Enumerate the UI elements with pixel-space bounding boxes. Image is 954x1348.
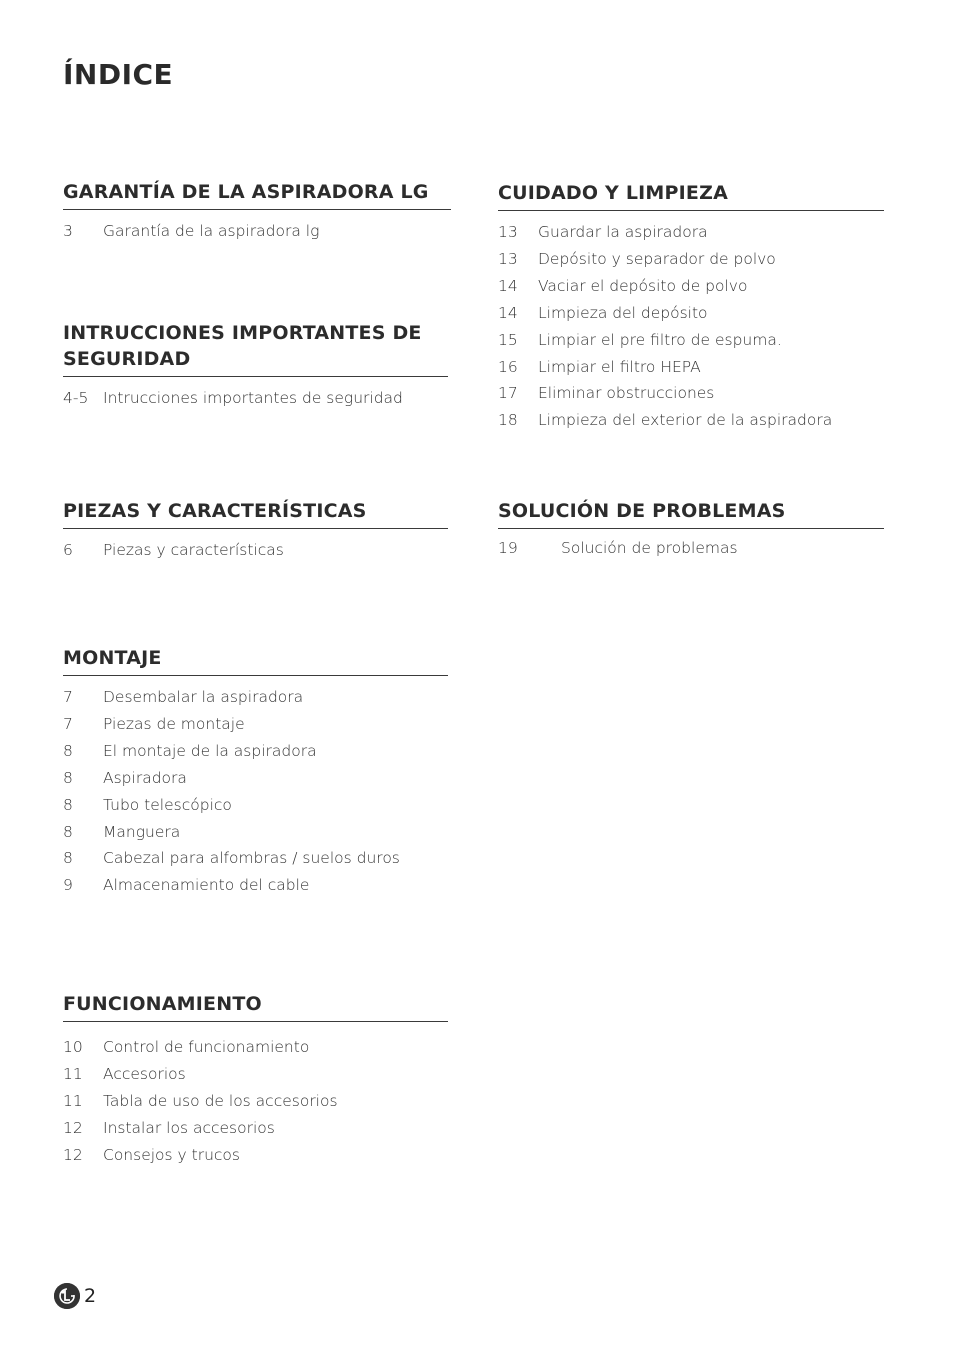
toc-entry[interactable] xyxy=(63,765,448,792)
page-number: 2 xyxy=(84,1285,97,1307)
entry-list xyxy=(63,385,448,412)
toc-entry[interactable] xyxy=(63,872,448,899)
lg-logo-icon xyxy=(54,1283,80,1309)
entry-title: Piezas de montaje xyxy=(103,714,245,733)
toc-entry[interactable] xyxy=(498,246,884,273)
toc-entry[interactable] xyxy=(63,218,451,245)
entry-page: 13 xyxy=(498,223,518,241)
toc-entry[interactable] xyxy=(63,1088,448,1115)
entry-page: 9 xyxy=(63,876,73,895)
entry-page: 14 xyxy=(498,303,518,322)
entry-page: 13 xyxy=(498,249,518,268)
entry-title: Limpieza del exterior de la aspiradora xyxy=(538,411,833,430)
entry-title: Tabla de uso de los accesorios xyxy=(103,1091,338,1110)
toc-entry[interactable] xyxy=(498,327,884,354)
entry-page: 19 xyxy=(498,539,518,557)
entry-title: Garantía de la aspiradora lg xyxy=(103,222,320,240)
section-heading: FUNCIONAMIENTO xyxy=(63,991,448,1022)
entry-list xyxy=(63,684,448,899)
entry-page: 14 xyxy=(498,276,518,295)
entry-title: Guardar la aspiradora xyxy=(538,223,708,241)
section-heading xyxy=(63,320,448,377)
entry-title: Piezas y características xyxy=(103,541,284,559)
toc-entry[interactable] xyxy=(63,1142,448,1169)
entry-page: 4-5 xyxy=(63,389,89,407)
entry-title: Instalar los accesorios xyxy=(103,1118,275,1137)
toc-entry[interactable] xyxy=(498,535,884,562)
entry-title: Vaciar el depósito de polvo xyxy=(538,276,748,295)
toc-entry[interactable] xyxy=(63,1061,448,1088)
section-montaje xyxy=(63,645,448,899)
page-footer xyxy=(54,1283,96,1309)
entry-page: 6 xyxy=(63,541,73,559)
entry-list xyxy=(63,537,448,564)
entry-title: Tubo telescópico xyxy=(103,795,232,814)
entry-title: Consejos y trucos xyxy=(103,1145,240,1164)
entry-page: 17 xyxy=(498,384,518,403)
entry-page: 12 xyxy=(63,1118,83,1137)
entry-title: Accesorios xyxy=(103,1064,186,1083)
toc-entry[interactable] xyxy=(63,1115,448,1142)
entry-page: 3 xyxy=(63,222,73,240)
section-heading: CUIDADO Y LIMPIEZA xyxy=(498,180,884,211)
toc-entry[interactable] xyxy=(498,300,884,327)
entry-title: Solución de problemas xyxy=(561,539,738,557)
entry-page: 7 xyxy=(63,688,73,706)
section-heading: GARANTÍA DE LA ASPIRADORA LG xyxy=(63,179,451,210)
toc-entry[interactable] xyxy=(63,684,448,711)
entry-page: 18 xyxy=(498,411,518,430)
entry-page: 8 xyxy=(63,768,73,787)
toc-entry[interactable] xyxy=(63,537,448,564)
toc-entry[interactable] xyxy=(498,219,884,246)
entry-title: Limpiar el filtro HEPA xyxy=(538,357,701,376)
entry-page: 16 xyxy=(498,357,518,376)
entry-page: 8 xyxy=(63,795,73,814)
toc-entry[interactable] xyxy=(498,273,884,300)
entry-title: Manguera xyxy=(103,822,181,841)
entry-page: 11 xyxy=(63,1064,83,1083)
entry-list xyxy=(63,1034,448,1169)
entry-title: Depósito y separador de polvo xyxy=(538,249,776,268)
toc-entry[interactable] xyxy=(498,407,884,434)
section-funcionamiento xyxy=(63,991,448,1169)
entry-page: 11 xyxy=(63,1091,83,1110)
entry-title: Desembalar la aspiradora xyxy=(103,688,304,706)
section-cuidado xyxy=(498,180,884,434)
entry-page: 10 xyxy=(63,1038,83,1056)
entry-title: Eliminar obstrucciones xyxy=(538,384,715,403)
entry-list xyxy=(498,535,884,562)
toc-entry[interactable] xyxy=(63,819,448,846)
entry-page: 8 xyxy=(63,741,73,760)
entry-title: El montaje de la aspiradora xyxy=(103,741,317,760)
section-piezas xyxy=(63,498,448,564)
section-solucion xyxy=(498,498,884,562)
section-heading-line2: SEGURIDAD xyxy=(63,348,191,370)
toc-entry[interactable] xyxy=(63,738,448,765)
entry-list xyxy=(498,219,884,434)
entry-page: 7 xyxy=(63,714,73,733)
entry-title: Cabezal para alfombras / suelos duros xyxy=(103,849,400,868)
entry-page: 15 xyxy=(498,330,518,349)
entry-page: 12 xyxy=(63,1145,83,1164)
toc-entry[interactable] xyxy=(63,845,448,872)
toc-entry[interactable] xyxy=(498,380,884,407)
section-garantia xyxy=(63,179,451,245)
entry-title: Limpieza del depósito xyxy=(538,303,708,322)
page-title: ÍNDICE xyxy=(63,58,174,91)
section-seguridad xyxy=(63,320,448,412)
section-heading: MONTAJE xyxy=(63,645,448,676)
toc-entry[interactable] xyxy=(63,385,448,412)
section-heading-line1: INTRUCCIONES IMPORTANTES DE xyxy=(63,322,422,344)
toc-entry[interactable] xyxy=(63,711,448,738)
entry-title: Aspiradora xyxy=(103,768,187,787)
entry-page: 8 xyxy=(63,822,73,841)
toc-entry[interactable] xyxy=(63,792,448,819)
entry-title: Intrucciones importantes de seguridad xyxy=(103,389,403,407)
entry-list xyxy=(63,218,451,245)
entry-title: Control de funcionamiento xyxy=(103,1038,310,1056)
entry-title: Almacenamiento del cable xyxy=(103,876,310,895)
toc-entry[interactable] xyxy=(498,354,884,381)
section-heading: SOLUCIÓN DE PROBLEMAS xyxy=(498,498,884,529)
entry-title: Limpiar el pre filtro de espuma. xyxy=(538,330,782,349)
entry-page: 8 xyxy=(63,849,73,868)
section-heading: PIEZAS Y CARACTERÍSTICAS xyxy=(63,498,448,529)
toc-entry[interactable] xyxy=(63,1034,448,1061)
